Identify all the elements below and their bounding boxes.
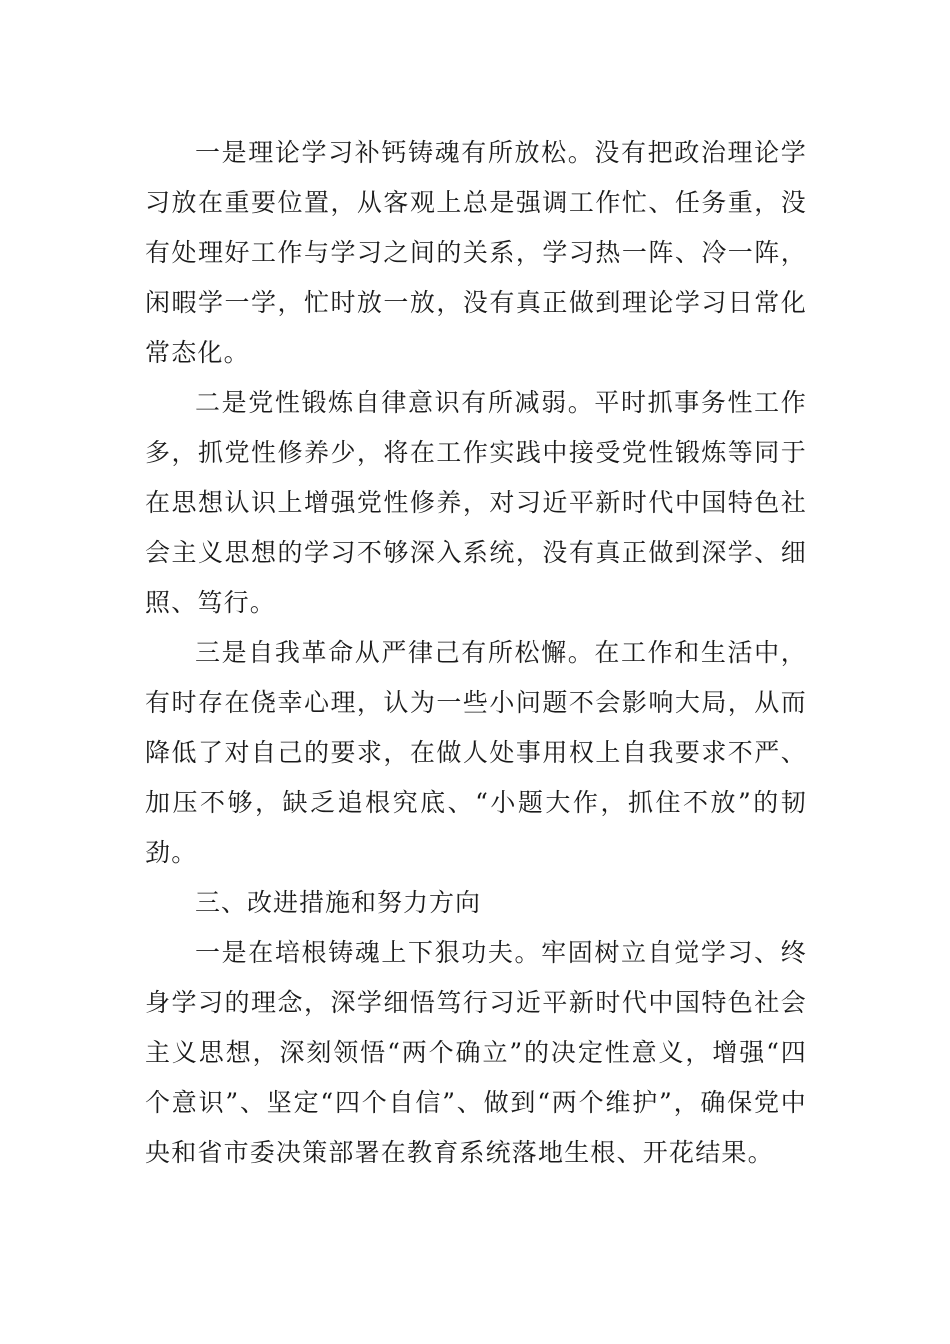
paragraph-text: 一是在培根铸魂上下狠功夫。牢固树立自觉学习、终身学习的理念，深学细悟笃行习近平新时代中国特色社会主义思想，深刻领悟“两个确立”的决定性意义，增强“四个意识”、坚定“四个自信”、做到“两个维护”，确保党中央和省市委决策部署在教育系统落地生根、开花结果。 <box>145 938 807 1167</box>
paragraph-party-spirit <box>145 378 807 628</box>
paragraph-text: 三是自我革命从严律己有所松懈。在工作和生活中，有时存在侥幸心理，认为一些小问题不会影响大局，从而降低了对自己的要求，在做人处事用权上自我要求不严、加压不够，缺乏追根究底、“小题大作，抓住不放”的韧劲。 <box>145 638 807 867</box>
paragraph-theory-study <box>145 128 807 378</box>
paragraph-self-revolution <box>145 628 807 878</box>
paragraph-rooting-soul <box>145 928 807 1178</box>
section-heading <box>145 878 807 928</box>
document-body <box>145 128 807 1178</box>
paragraph-text: 二是党性锻炼自律意识有所减弱。平时抓事务性工作多，抓党性修养少，将在工作实践中接受党性锻炼等同于在思想认识上增强党性修养，对习近平新时代中国特色社会主义思想的学习不够深入系统，没有真正做到深学、细照、笃行。 <box>145 388 807 617</box>
section-heading-text: 三、改进措施和努力方向 <box>195 888 482 917</box>
paragraph-text: 一是理论学习补钙铸魂有所放松。没有把政治理论学习放在重要位置，从客观上总是强调工作忙、任务重，没有处理好工作与学习之间的关系，学习热一阵、冷一阵，闲暇学一学，忙时放一放，没有真正做到理论学习日常化常态化。 <box>145 138 807 367</box>
